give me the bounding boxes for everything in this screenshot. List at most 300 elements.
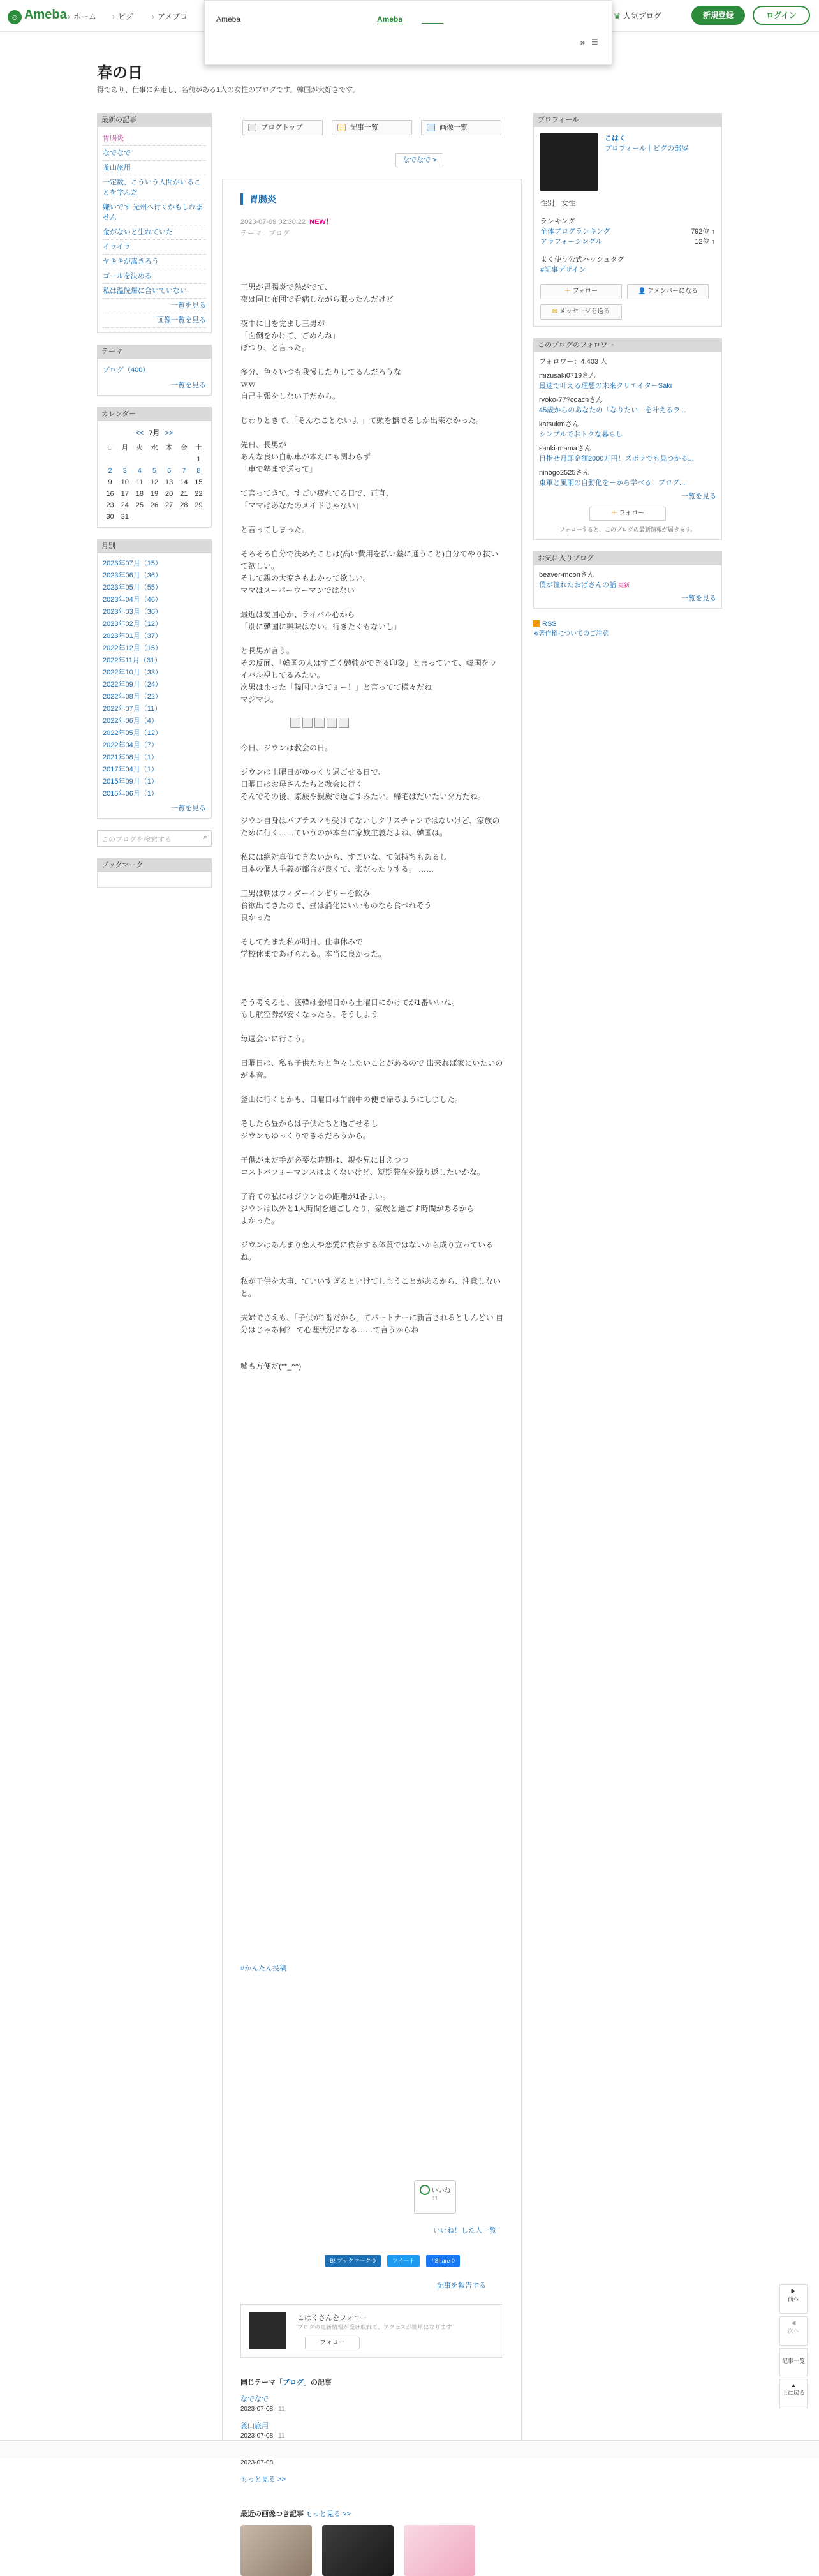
article-line: じわりときて、「そんなことないよ 」て頭を撫でるしか出来なかった。: [240, 416, 484, 425]
recent-article-link[interactable]: 胃腸炎: [103, 131, 206, 146]
related-more-link[interactable]: もっと見る >>: [240, 2476, 286, 2483]
follower-blog-link[interactable]: シンプルでおトクな暮らし: [539, 431, 623, 438]
recent-article-link[interactable]: 一定数、こういう人間がいることを学んだ: [103, 175, 206, 200]
overlay-link[interactable]: Ameba: [377, 15, 403, 24]
article-line: [240, 960, 503, 972]
menu-icon[interactable]: ☰: [591, 38, 598, 47]
calendar-day[interactable]: 5: [152, 467, 157, 475]
related-title-link[interactable]: 釜山旅用: [240, 2422, 269, 2430]
article-line: 私には絶対真似できないから、すごいな、て気持ちもあるし: [240, 852, 448, 861]
rss-label: RSS: [542, 620, 557, 628]
calendar-day: 30: [106, 513, 114, 521]
new-badge: NEW！: [309, 218, 333, 226]
article-line: そろそろ自分で決めたことは(高い費用を払い塾に通うこと)自分でやり抜いて欲しい。: [240, 549, 498, 570]
calendar-day: 26: [150, 502, 159, 509]
article-line: コストパフォーマンスはよくないけど、短期滞在を繰り返したいかな。: [240, 1168, 485, 1177]
monthly-archive-link[interactable]: 2022年06月（4）: [103, 717, 158, 725]
recent-more-link[interactable]: 一覧を見る: [103, 299, 206, 313]
article-line: [240, 730, 503, 742]
favorites-more-link[interactable]: 一覧を見る: [681, 595, 716, 602]
article-line: 子育ての私にはジウンとの距離が1番よい。: [240, 1192, 390, 1201]
like-label: いいね: [431, 2187, 451, 2194]
favorite-blog-link[interactable]: 僕が憧れたおばさんの話: [539, 581, 616, 589]
profile-avatar[interactable]: [540, 133, 598, 191]
recent-article-link[interactable]: 嫌いです 光州へ行くかもしれません: [103, 200, 206, 225]
list-icon: [337, 124, 346, 131]
calendar-box: [97, 407, 212, 528]
followers-box: [533, 338, 722, 540]
ranking-row[interactable]: [540, 237, 715, 247]
rank-value: 792位 ↑: [691, 228, 715, 235]
popular-blog-button[interactable]: [614, 8, 661, 24]
article-line: [240, 633, 503, 645]
calendar-day: 21: [180, 490, 188, 498]
like-icon: [420, 2185, 430, 2195]
calendar-day: 12: [150, 479, 159, 486]
follow-box-subtitle: ブログの更新情報が受け取れて、アクセスが簡単になります: [297, 2324, 452, 2330]
related-date: [240, 2404, 503, 2414]
float-article-list-button[interactable]: 記事一覧: [779, 2348, 808, 2376]
author-avatar[interactable]: [249, 2312, 286, 2349]
article-line: もし航空券が安くなったら、そうしよう: [240, 1010, 379, 1019]
article-date-line: [240, 216, 333, 227]
article-line: [240, 839, 503, 851]
article-line: [240, 718, 503, 730]
triangle-up-icon: ▶: [791, 2288, 796, 2294]
hashtag-link[interactable]: #かんたん投稿: [240, 1965, 287, 1972]
article-line: 次男はまった「韓国いきてぇー！」と言ってて様々だね: [240, 683, 432, 692]
image-list-more-link[interactable]: 画像一覧を見る: [103, 313, 206, 328]
latest-images-heading: [240, 2508, 351, 2519]
same-theme-link[interactable]: 「ブログ」: [276, 2379, 311, 2386]
calendar-day: [132, 454, 147, 465]
monthly-archive-link[interactable]: 2015年09月（1）: [103, 778, 158, 785]
article-line: マジマジ。: [240, 695, 279, 704]
monthly-archive-link[interactable]: 2023年04月（46）: [103, 596, 162, 604]
monthly-archive-link[interactable]: 2022年08月（22）: [103, 693, 162, 701]
followers-body: [533, 352, 722, 540]
login-button[interactable]: ログイン: [753, 6, 810, 25]
like-button[interactable]: [414, 2180, 456, 2214]
article-line: 夫婦でさえも、「子供が1番だから」てパートナーに新言されるとしんどい 自分はじゃあ何？ て心理状況になる……て言うからね: [240, 1313, 504, 1334]
article-line: [240, 1300, 503, 1312]
search-placeholder: このブログを検索する: [101, 836, 172, 844]
article-top-buttons: [242, 120, 510, 134]
follower-blog-link[interactable]: 東軍と風雨の自動化をーから学べる！ブログ...: [539, 479, 686, 487]
rss-link[interactable]: [533, 620, 722, 628]
calendar-day: 13: [165, 479, 173, 486]
article: [222, 179, 522, 2518]
profile-follow-button[interactable]: [540, 284, 622, 299]
recent-article-link[interactable]: なでなで: [103, 146, 206, 161]
calendar-day: [132, 511, 147, 523]
ameba-logo[interactable]: [8, 8, 67, 24]
follow-box-button[interactable]: フォロー: [305, 2337, 360, 2349]
article-line: [240, 1142, 503, 1154]
article-line: そしたら昼からは子供たちと過ごせるし: [240, 1119, 379, 1128]
profile-hashtag-link[interactable]: #記事デザイン: [540, 266, 586, 274]
article-line: と言ってしまった。: [240, 525, 310, 534]
bookmark-box: [97, 858, 212, 888]
article-line: [240, 475, 503, 488]
popular-label: 人気ブログ: [623, 11, 661, 20]
article-line: 最近は愛国心か、ライバル心から: [240, 610, 355, 619]
arrow-up-icon: ▲: [790, 2382, 797, 2388]
report-article-link[interactable]: 記事を報告する: [437, 2282, 486, 2289]
calendar-day: 23: [106, 502, 114, 509]
article-line: [240, 1263, 503, 1276]
nav-home[interactable]: › ホーム: [68, 11, 96, 22]
rank-name: アラフォーシングル: [540, 238, 603, 246]
monthly-archive-link[interactable]: 2023年02月（12）: [103, 620, 162, 628]
monthly-heading: 月別: [97, 539, 212, 553]
tweet-button[interactable]: ツイート: [387, 2255, 420, 2267]
article-line: [240, 875, 503, 888]
calendar-weekday: 金: [180, 444, 188, 452]
article-line: ママはスーパーウーマンではない: [240, 586, 355, 595]
calendar-day: 11: [136, 479, 144, 486]
article-line: [240, 754, 503, 766]
calendar-body: [97, 421, 212, 528]
calendar-day: [103, 454, 117, 465]
article-line: その反面、「韓国の人はすごく勉強ができる印象」と言っていて、韓国をライバル視してるみたい。: [240, 659, 497, 680]
recent-article-link[interactable]: 釜山旅用: [103, 161, 206, 175]
rss-icon: [533, 620, 540, 627]
profile-buttons: [540, 284, 715, 320]
article-line: そんでその後、家族や親族で過ごすみたい。帰宅はだいたい夕方だね。: [240, 792, 486, 801]
follower-user: ninogo2525さん: [539, 469, 590, 477]
profile-gender: 性別：女性: [540, 200, 575, 207]
article-list-label: 記事一覧: [350, 124, 378, 131]
facebook-share-button[interactable]: f Share 0: [426, 2255, 460, 2267]
article-title[interactable]: 胃腸炎: [240, 193, 276, 205]
latest-images-label: 最近の画像つき記事: [240, 2510, 304, 2518]
calendar-day[interactable]: 4: [137, 467, 142, 475]
recent-article-link[interactable]: 私は温院爆に合いていない: [103, 284, 206, 299]
calendar-weekday: 日: [107, 444, 114, 452]
profile-body: [533, 127, 722, 327]
monthly-archive-link[interactable]: 2022年11月（31）: [103, 657, 162, 664]
article-line: [240, 803, 503, 815]
calendar-next[interactable]: >>: [165, 429, 173, 437]
overlay-underline: [422, 15, 443, 24]
prev-page-button[interactable]: [779, 2284, 808, 2314]
article-line: ジウン自身はバプテスマも受けてないしクリスチャンではないけど、家族のために行く……ていうのが本当に家族主義だよね、韓国は。: [240, 816, 500, 837]
monthly-archive-link[interactable]: 2022年12月（15）: [103, 644, 162, 652]
follower-user: mizusaki0719さん: [539, 372, 596, 380]
profile-name[interactable]: こはく: [605, 135, 626, 142]
related-item: [240, 2395, 503, 2414]
inline-image[interactable]: [314, 718, 325, 728]
blog-search-input[interactable]: [97, 830, 212, 847]
theme-item[interactable]: ブログ（400）: [103, 366, 150, 374]
related-date-text: 2023-07-08: [240, 2432, 274, 2439]
related-date-text: 2023-07-08: [240, 2459, 274, 2466]
profile-heading: プロフィール: [533, 113, 722, 127]
article-line: [240, 427, 503, 439]
liked-users-link[interactable]: いいね！した人一覧: [433, 2227, 496, 2235]
monthly-archive-link[interactable]: 2022年07月（11）: [103, 705, 162, 713]
recent-article-link[interactable]: イライラ: [103, 240, 206, 255]
article-body: [240, 281, 503, 1373]
ranking-label: ランキング: [540, 218, 575, 225]
calendar-day: 22: [195, 490, 203, 498]
image-icon: [427, 124, 435, 131]
bottom-bar: [0, 2440, 819, 2458]
calendar-prev[interactable]: <<: [135, 429, 144, 437]
ranking-row[interactable]: [540, 227, 715, 237]
calendar-heading: カレンダー: [97, 407, 212, 421]
copyright-note-link[interactable]: ※著作権についてのご注意: [533, 630, 609, 637]
calendar-day: 9: [108, 479, 112, 486]
follower-count: フォロワー：4,403 人: [539, 358, 608, 366]
article-line: あんな良い自転車が本たにも関わらず: [240, 452, 371, 461]
monthly-archive-link[interactable]: 2023年05月（55）: [103, 584, 162, 592]
theme-body: [97, 359, 212, 396]
send-message-button[interactable]: [540, 304, 622, 320]
calendar-day: 19: [150, 490, 159, 498]
thumb-image[interactable]: [404, 2525, 475, 2576]
overlay-popup: [204, 0, 612, 65]
back-to-top-button[interactable]: [779, 2379, 808, 2408]
favorites-box: [533, 551, 722, 609]
related-date: [240, 2458, 503, 2468]
thumb-image[interactable]: [322, 2525, 394, 2576]
related-item: [240, 2422, 503, 2441]
article-line: [240, 1179, 503, 1191]
search-icon[interactable]: ⌕: [203, 833, 207, 841]
thumb-image[interactable]: [240, 2525, 312, 2576]
monthly-archive-link[interactable]: 2022年05月（12）: [103, 729, 162, 737]
calendar-day: 25: [135, 502, 144, 509]
article-line: [240, 1045, 503, 1057]
follow-box: [240, 2304, 503, 2358]
profile-name-block: [605, 133, 688, 154]
article-theme[interactable]: [240, 228, 290, 238]
followers-heading: このブログのフォロワー: [533, 338, 722, 352]
ameba-face-icon: ☺: [8, 10, 22, 24]
monthly-archive-link[interactable]: 2022年04月（7）: [103, 741, 158, 749]
home-icon: [248, 124, 256, 131]
follow-label: フォロー: [619, 510, 645, 517]
hatena-bookmark-button[interactable]: B! ブックマーク 0: [325, 2255, 381, 2267]
calendar-month-nav: [103, 428, 206, 438]
plus-icon: ＋: [564, 288, 573, 295]
article-line: [240, 985, 503, 997]
left-sidebar: [97, 113, 212, 899]
follower-user: sanki-mamaさん: [539, 445, 591, 452]
calendar-day: [191, 511, 206, 523]
related-comment-count: 11: [278, 2432, 285, 2439]
calendar-day: [147, 511, 161, 523]
followers-note: フォローすると、このブログの最新情報が届きます。: [559, 526, 697, 533]
article-line: [240, 1021, 503, 1033]
theme-more-link[interactable]: 一覧を見る: [171, 382, 206, 389]
calendar-day[interactable]: 2: [108, 467, 112, 475]
image-list-label: 画像一覧: [439, 124, 468, 131]
calendar-day: 29: [195, 502, 203, 509]
article-line: て言ってきて。すごい疲れてる日で、正直、: [240, 489, 394, 498]
inline-image[interactable]: [327, 718, 337, 728]
article-line: 学校休まであげられる。本当に良かった。: [240, 949, 387, 958]
image-list-button[interactable]: [421, 120, 501, 135]
nav-pigg[interactable]: › ピグ: [112, 11, 133, 22]
recent-article-link[interactable]: ゴールを決める: [103, 269, 206, 284]
calendar-day[interactable]: 7: [182, 467, 186, 475]
follower-blog-link[interactable]: 最速で叶える理想の未来クリエイターSaki: [539, 382, 672, 390]
calendar-day: [162, 511, 177, 523]
monthly-archive-link[interactable]: 2023年03月（36）: [103, 608, 162, 616]
bookmark-body: [97, 872, 212, 888]
inline-image[interactable]: [302, 718, 313, 728]
register-button[interactable]: 新規登録: [691, 6, 745, 25]
article-list-button[interactable]: [332, 120, 412, 135]
article-line: そして親の大変さもわかって欲しい。: [240, 574, 371, 583]
overlay-title: Ameba: [216, 15, 241, 24]
calendar-table: [103, 442, 206, 523]
article-line: [240, 1227, 503, 1239]
recent-list: [97, 127, 212, 333]
calendar-day: 10: [121, 479, 129, 486]
followers-follow-button[interactable]: [589, 507, 666, 521]
related-date: [240, 2431, 503, 2441]
calendar-day: 1: [196, 456, 201, 463]
monthly-archive-link[interactable]: 2022年09月（24）: [103, 681, 162, 689]
update-badge: 更新: [618, 582, 630, 588]
article-line: [240, 1348, 503, 1360]
favorite-user: beaver-moonさん: [539, 571, 594, 579]
rank-name: 全体ブログランキング: [540, 228, 610, 235]
person-icon: 👤: [638, 288, 648, 295]
article-line: [240, 354, 503, 366]
next-page-button[interactable]: [779, 2316, 808, 2346]
monthly-archive-link[interactable]: 2017年04月（1）: [103, 766, 158, 773]
article-line: 多分、色々いつも我慢したりしてるんだろうな: [240, 368, 402, 376]
article-line: [240, 403, 503, 415]
inline-images: [290, 718, 503, 728]
calendar-day: 15: [195, 479, 203, 486]
calendar-day: [147, 454, 161, 465]
next-label: 次へ: [787, 2328, 799, 2334]
followers-more-link[interactable]: 一覧を見る: [681, 493, 716, 500]
bookmark-heading: ブックマーク: [97, 858, 212, 872]
article-line: 「別に韓国に興味はない。行きたくもないし」: [240, 622, 402, 631]
article-line: 食欲出てきたので、昼は消化にいいものなら食べれそう: [240, 901, 432, 910]
related-date-text: 2023-07-08: [240, 2406, 274, 2413]
monthly-archive-link[interactable]: 2023年07月（15）: [103, 560, 162, 567]
article-line: 日曜日は、私も子供たちと色々したいことがあるので 出来れば家にいたいのが本音。: [240, 1059, 503, 1080]
calendar-day[interactable]: 3: [122, 467, 127, 475]
amember-label: アメンバーになる: [647, 288, 698, 295]
blog-top-button[interactable]: [242, 120, 323, 135]
calendar-day: 27: [165, 502, 173, 509]
monthly-archive-link[interactable]: 2015年06月（1）: [103, 790, 158, 798]
prev-label: 前へ: [787, 2296, 799, 2302]
monthly-archive-link[interactable]: 2021年08月（1）: [103, 754, 158, 761]
blog-title[interactable]: 春の日: [97, 64, 143, 82]
article-line: 三男が胃腸炎で熱がでて、: [240, 283, 332, 292]
follow-label: フォロー: [572, 288, 598, 295]
related-title-link[interactable]: なでなで: [240, 2395, 269, 2403]
calendar-day: 18: [135, 490, 144, 498]
same-theme-post: の記事: [311, 2379, 332, 2386]
calendar-weekday: 土: [195, 444, 202, 452]
article-line: 自己主張をしない子だから。: [240, 392, 341, 401]
recent-heading: 最新の記事: [97, 113, 212, 127]
plus-icon: ＋: [610, 510, 619, 517]
calendar-day: 24: [121, 502, 129, 509]
latest-image-thumbs: [240, 2525, 475, 2576]
monthly-box: [97, 539, 212, 819]
article-line: 「ママはあなたのメイドじゃない」: [240, 501, 363, 510]
article-line: そしてたまた私が明日、仕事休みで: [240, 937, 364, 946]
nav-ameblo[interactable]: › アメブロ: [152, 11, 188, 22]
follow-box-title: こはくさんをフォロー: [297, 2314, 367, 2322]
hashtag-label: よく使う公式ハッシュタグ: [540, 256, 624, 264]
article-line: 夜は同じ布団で看病しながら眠ったんだけど: [240, 295, 394, 304]
article-line: [240, 597, 503, 609]
article-line: よかった。: [240, 1216, 279, 1225]
calendar-day: 20: [165, 490, 173, 498]
profile-links[interactable]: プロフィール｜ピグの部屋: [605, 145, 688, 153]
article-line: 釜山に行くとかも、日曜日は午前中の便で帰るようにしました。: [240, 1095, 463, 1104]
article-line: ジウンはあんまり恋人や恋愛に依存する体質ではないから成り立っているね。: [240, 1240, 494, 1262]
monthly-archive-link[interactable]: 2023年01月（37）: [103, 632, 162, 640]
calendar-day: 31: [121, 513, 129, 521]
article-line: ジウンもゆっくりできるだろうから。: [240, 1131, 371, 1140]
inline-image[interactable]: [339, 718, 349, 728]
article-line: ｗｗ: [240, 380, 256, 389]
monthly-more-link[interactable]: 一覧を見る: [171, 805, 206, 812]
prev-article-link[interactable]: なでなで >: [395, 153, 443, 167]
follower-blog-link[interactable]: 45歳からのあなたの「なりたい」を叶えるラ...: [539, 406, 686, 414]
monthly-archive-link[interactable]: 2023年06月（36）: [103, 572, 162, 579]
close-icon[interactable]: ×: [580, 38, 586, 48]
calendar-day[interactable]: 6: [167, 467, 172, 475]
monthly-archive-link[interactable]: 2022年10月（33）: [103, 669, 162, 676]
article-line: [240, 536, 503, 548]
monthly-list: [97, 553, 212, 819]
article-line: そう考えると、渡韓は金曜日から土曜日にかけてが1番いいね。: [240, 998, 459, 1007]
article-theme-label: テーマ：ブログ: [240, 230, 290, 237]
rank-value: 12位 ↑: [695, 238, 715, 246]
article-date: 2023-07-09 02:30:22: [240, 218, 306, 226]
article-line: 三男は朝はウィダーインゼリーを飲み: [240, 889, 371, 898]
article-line: 日曜日はお母さんたちと教会に行く: [240, 780, 364, 789]
article-line: 「面倒をかけて、ごめんね」: [240, 331, 340, 340]
calendar-month: 7月: [149, 429, 160, 437]
inline-image[interactable]: [290, 718, 300, 728]
calendar-weekday: 月: [121, 444, 129, 452]
mail-icon: ✉: [552, 308, 559, 315]
follower-blog-link[interactable]: 目指せ月即金額2000万円！ズボラでも見つかる...: [539, 455, 694, 463]
recent-article-link[interactable]: ヤキキが嵩きろう: [103, 255, 206, 269]
theme-heading: テーマ: [97, 345, 212, 359]
logo-text: Ameba: [24, 8, 67, 22]
calendar-day: [162, 454, 177, 465]
amember-button[interactable]: [627, 284, 709, 299]
article-line: ジウンは土曜日がゆっくり過ごせる日で、: [240, 768, 386, 777]
related-comment-count: 11: [278, 2406, 285, 2413]
latest-images-more[interactable]: もっと見る >>: [306, 2510, 351, 2518]
article-line: 夜中に目を覚まし三男が: [240, 319, 325, 328]
top-label: 上に戻る: [781, 2390, 805, 2396]
calendar-day[interactable]: 8: [196, 467, 201, 475]
recent-articles-box: [97, 113, 212, 333]
ranking-section: [540, 216, 715, 247]
recent-article-link[interactable]: 金がないと生れていた: [103, 225, 206, 240]
profile-box: [533, 113, 722, 327]
